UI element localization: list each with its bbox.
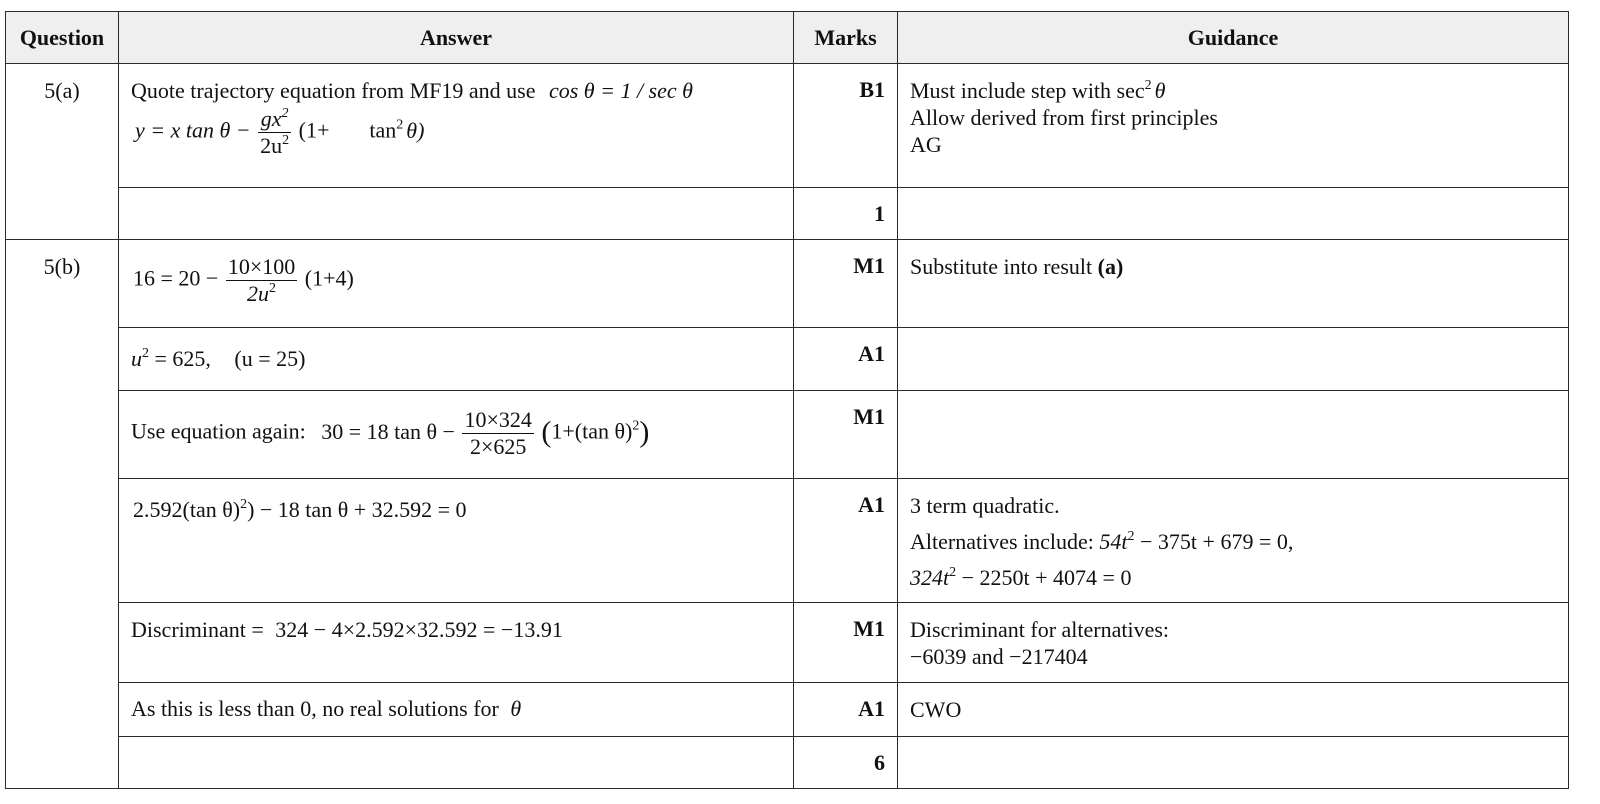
guidance-math: 324t [910, 565, 950, 590]
mark-cell: A1 [794, 479, 898, 603]
mark-cell: A1 [794, 328, 898, 391]
answer-cell [119, 240, 794, 328]
table-row [6, 328, 1569, 391]
denominator-sup: 2 [282, 133, 290, 148]
total-marks: 6 [794, 737, 898, 789]
guidance-cell [898, 240, 1569, 328]
guidance-cell [898, 188, 1569, 240]
numerator-text: gx [260, 106, 282, 131]
answer-cell [119, 188, 794, 240]
guidance-sup: 2 [949, 565, 957, 580]
guidance-cell [898, 64, 1569, 188]
answer-text: Discriminant = [131, 617, 264, 642]
guidance-line: 3 term quadratic. [910, 493, 1060, 518]
guidance-line: Must include step with sec [910, 78, 1145, 103]
fraction-denominator [226, 281, 297, 307]
answer-header: Answer [119, 12, 794, 64]
answer-cell [119, 479, 794, 603]
answer-cell [119, 64, 794, 188]
answer-text: As this is less than 0, no real solutions for [131, 696, 499, 721]
guidance-cell [898, 603, 1569, 683]
guidance-line: Discriminant for alternatives: [910, 617, 1170, 642]
answer-cell [119, 683, 794, 737]
answer-cell [119, 737, 794, 789]
answer-math: θ [510, 696, 522, 721]
fraction-denominator: 2×625 [469, 434, 527, 459]
guidance-cell [898, 328, 1569, 391]
guidance-bold: (a) [1097, 254, 1124, 279]
equation-tail: (1+4) [304, 265, 354, 291]
table-row [6, 603, 1569, 683]
math-value: = 625, [154, 346, 211, 371]
question-number-5b: 5(b) [6, 240, 119, 789]
equation-fraction [258, 106, 291, 159]
equation-fraction [462, 407, 533, 460]
mark-scheme-table [5, 11, 1569, 789]
trajectory-equation [135, 106, 781, 159]
answer-math: cos θ = 1 / sec θ [548, 78, 693, 103]
guidance-cell [898, 479, 1569, 603]
equation-lhs: 30 = 18 tan θ − [321, 418, 455, 444]
fraction-numerator: 10×100 [227, 254, 296, 279]
guidance-math: − 375t + 679 = 0, [1140, 529, 1294, 554]
equation-lhs: y = x tan θ − [135, 117, 251, 143]
total-row [6, 188, 1569, 240]
guidance-theta: θ [1154, 78, 1166, 103]
question-header: Question [6, 12, 119, 64]
guidance-sup: 2 [1144, 78, 1152, 93]
total-row [6, 737, 1569, 789]
table-row [6, 64, 1569, 188]
mark-cell: A1 [794, 683, 898, 737]
header-row [6, 12, 1569, 64]
guidance-cell [898, 737, 1569, 789]
equation-lhs: 16 = 20 − [133, 265, 219, 291]
numerator-sup: 2 [281, 106, 289, 121]
equation-tail: 1+(tan θ) [551, 418, 633, 444]
fraction-numerator: 10×324 [464, 407, 532, 432]
guidance-header: Guidance [898, 12, 1569, 64]
mark-cell: M1 [794, 391, 898, 479]
guidance-cell [898, 391, 1569, 479]
guidance-line: −6039 and −217404 [910, 644, 1088, 669]
equation-tan-sup: 2 [396, 117, 404, 133]
guidance-text: Alternatives include: [910, 529, 1094, 554]
guidance-cell: CWO [898, 683, 1569, 737]
table-row [6, 479, 1569, 603]
table-row [6, 240, 1569, 328]
fraction-denominator [258, 133, 291, 159]
mark-cell: B1 [794, 64, 898, 188]
total-marks: 1 [794, 188, 898, 240]
answer-cell: Use equation again: 30 = 18 tan θ − $\frac{10\times 324}{2\times 625}$ (1+(tan θ)$^2$) [119, 391, 794, 479]
guidance-line: Substitute into result [910, 254, 1093, 279]
equation-lhs: 2.592(tan θ) [133, 497, 241, 522]
table-row [6, 391, 1569, 479]
equation-sup: 2 [240, 497, 248, 512]
guidance-sup: 2 [1127, 529, 1135, 544]
marks-header: Marks [794, 12, 898, 64]
answer-math: 324 − 4×2.592×32.592 = −13.91 [275, 617, 563, 642]
denominator-text: 2u [260, 133, 283, 158]
equation-tail: (1+ [298, 117, 330, 143]
math-root: (u = 25) [234, 346, 306, 371]
answer-text: Use equation again: [131, 418, 306, 444]
answer-cell [119, 603, 794, 683]
math-u: u [131, 346, 142, 371]
equation-theta: θ) [406, 117, 425, 143]
mark-cell: M1 [794, 603, 898, 683]
question-number-5a: 5(a) [6, 64, 119, 240]
equation-fraction [226, 254, 297, 307]
fraction-numerator [258, 106, 291, 133]
guidance-line: Allow derived from first principles [910, 105, 1218, 130]
equation-rest: ) − 18 tan θ + 32.592 = 0 [247, 497, 467, 522]
guidance-line: AG [910, 132, 942, 157]
equation-tan: tan [369, 117, 397, 143]
guidance-math: − 2250t + 4074 = 0 [961, 565, 1132, 590]
denominator-sup: 2 [269, 281, 277, 296]
denominator-text: 2u [247, 281, 270, 306]
math-sup: 2 [142, 346, 149, 361]
answer-cell [119, 328, 794, 391]
table-row [6, 683, 1569, 737]
mark-cell: M1 [794, 240, 898, 328]
equation-sup: 2 [632, 418, 640, 434]
answer-text: Quote trajectory equation from MF19 and use [131, 78, 536, 103]
guidance-math: 54t [1099, 529, 1128, 554]
